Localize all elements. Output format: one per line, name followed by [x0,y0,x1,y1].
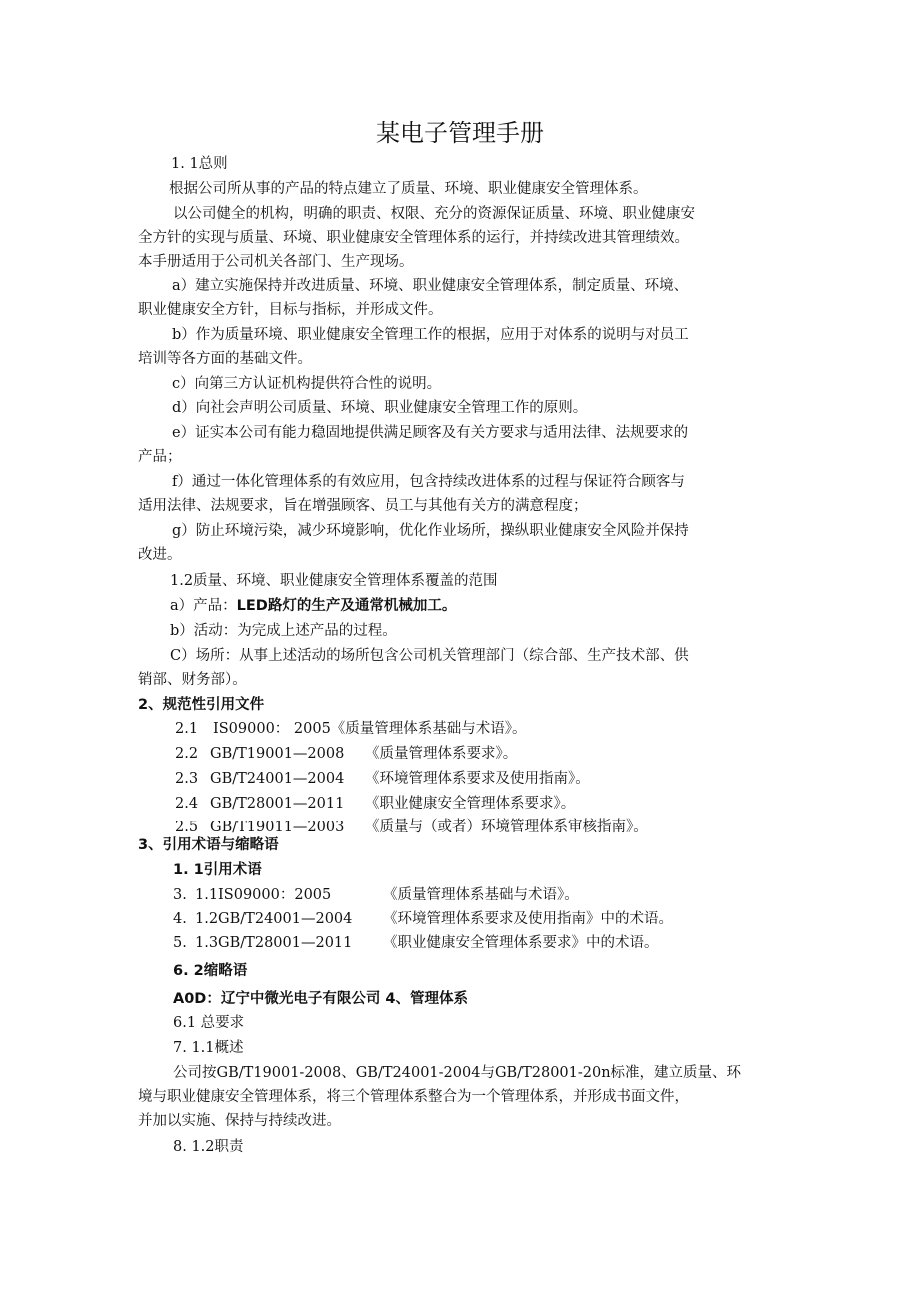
scope-product-label: a）产品： [170,598,237,614]
term-number: 4. [173,911,187,927]
paragraph-line: 根据公司所从事的产品的特点建立了质量、环境、职业健康安全管理体系。 [169,181,648,197]
scope-product [170,597,456,615]
list-item-cont: 培训等各方面的基础文件。 [138,351,312,367]
reference-number: 2.1 [175,721,199,737]
list-item: c）向第三方认证机构提供符合性的说明。 [172,376,442,392]
list-item: d）向社会声明公司质量、环境、职业健康安全管理工作的原则。 [172,400,588,416]
scope-site: C）场所：从事上述活动的场所包含公司机关管理部门（综合部、生产技术部、供 [170,648,689,664]
term-desc: 《职业健康安全管理体系要求》中的术语。 [383,935,659,951]
reference-code: GB/T28001—2011 [210,796,345,812]
term-code: 1.3GB/T28001—2011 [195,935,353,951]
paragraph-line: 本手册适用于公司机关各部门、生产现场。 [138,254,414,270]
paragraph-line: 境与职业健康安全管理体系，将三个管理体系整合为一个管理体系，并形成书面文件， [138,1089,689,1105]
reference-title: 《环境管理体系要求及使用指南》。 [365,771,590,787]
section-heading: 2、规范性引用文件 [138,697,265,713]
reference-number: 2.2 [175,746,199,762]
section-heading: 3、引用术语与缩略语 [138,837,279,853]
list-item: g）防止环境污染，减少环境影响，优化作业场所，操纵职业健康安全风险并保持 [172,523,689,539]
term-desc: 《环境管理体系要求及使用指南》中的术语。 [383,911,673,927]
reference-number: 2.3 [175,771,199,787]
scope-activity: b）活动：为完成上述产品的过程。 [170,623,397,639]
list-item: a）建立实施保持并改进质量、环境、职业健康安全管理体系，制定质量、环境、 [172,278,689,294]
subsection-heading: 7. 1.1概述 [173,1040,244,1056]
paragraph-line: 全方针的实现与质量、环境、职业健康安全管理体系的运行，并持续改进其管理绩效。 [138,230,689,246]
paragraph-line: 以公司健全的机构，明确的职责、权限、充分的资源保证质量、环境、职业健康安 [173,206,695,222]
paragraph-line: 并加以实施、保持与持续改进。 [138,1113,341,1129]
list-item-cont: 职业健康安全方针，目标与指标，并形成文件。 [138,302,443,318]
subsection-heading: 6. 2缩略语 [173,963,248,979]
term-number: 5. [173,935,187,951]
section-heading: 1. 1总则 [171,156,228,172]
abbreviation-line: A0D：辽宁中微光电子有限公司 4、管理体系 [173,991,468,1007]
reference-title: 《职业健康安全管理体系要求》。 [365,796,576,812]
list-item-cont: 适用法律、法规要求，旨在增强顾客、员工与其他有关方的满意程度； [138,498,588,514]
subsection-heading: 8. 1.2职责 [173,1139,244,1155]
subsection-heading: 1. 1引用术语 [173,862,262,878]
reference-title: 《质量与（或者）环境管理体系审核指南》。 [365,819,648,835]
reference-number: 2.5 [175,821,199,833]
subsection-heading: 6.1 总要求 [173,1015,245,1031]
scope-product-value: LED路灯的生产及通常机械加工。 [236,598,457,614]
reference-code: GB/T19001—2008 [210,746,345,762]
reference-number: 2.4 [175,796,199,812]
list-item: f）通过一体化管理体系的有效应用，包含持续改进体系的过程与保证符合顾客与 [172,474,685,490]
scope-site-cont: 销部、财务部）。 [138,672,247,688]
paragraph-line: 公司按GB/T19001-2008、GB/T24001-2004与GB/T28001-20n标准，建立质量、环 [173,1065,742,1081]
list-item: e）证实本公司有能力稳固地提供满足顾客及有关方要求与适用法律、法规要求的 [172,425,689,441]
scope-heading: 1.2质量、环境、职业健康安全管理体系覆盖的范围 [170,573,498,589]
list-item-cont: 产品； [138,449,182,465]
reference-code: GB/T24001—2004 [210,771,345,787]
page-title: 某电子管理手册 [376,119,544,147]
list-item: b）作为质量环境、职业健康安全管理工作的根据，应用于对体系的说明与对员工 [172,327,689,343]
reference-code: GB/T19011—2003 [210,821,345,833]
reference-title: 《质量管理体系要求》。 [365,746,518,762]
term-code: 1.1IS09000：2005 [195,887,332,903]
reference-code: IS09000： 2005《质量管理体系基础与术语》。 [213,721,527,737]
term-number: 3. [173,887,187,903]
term-desc: 《质量管理体系基础与术语》。 [383,887,579,903]
list-item-cont: 改进。 [138,547,182,563]
term-code: 1.2GB/T24001—2004 [195,911,353,927]
